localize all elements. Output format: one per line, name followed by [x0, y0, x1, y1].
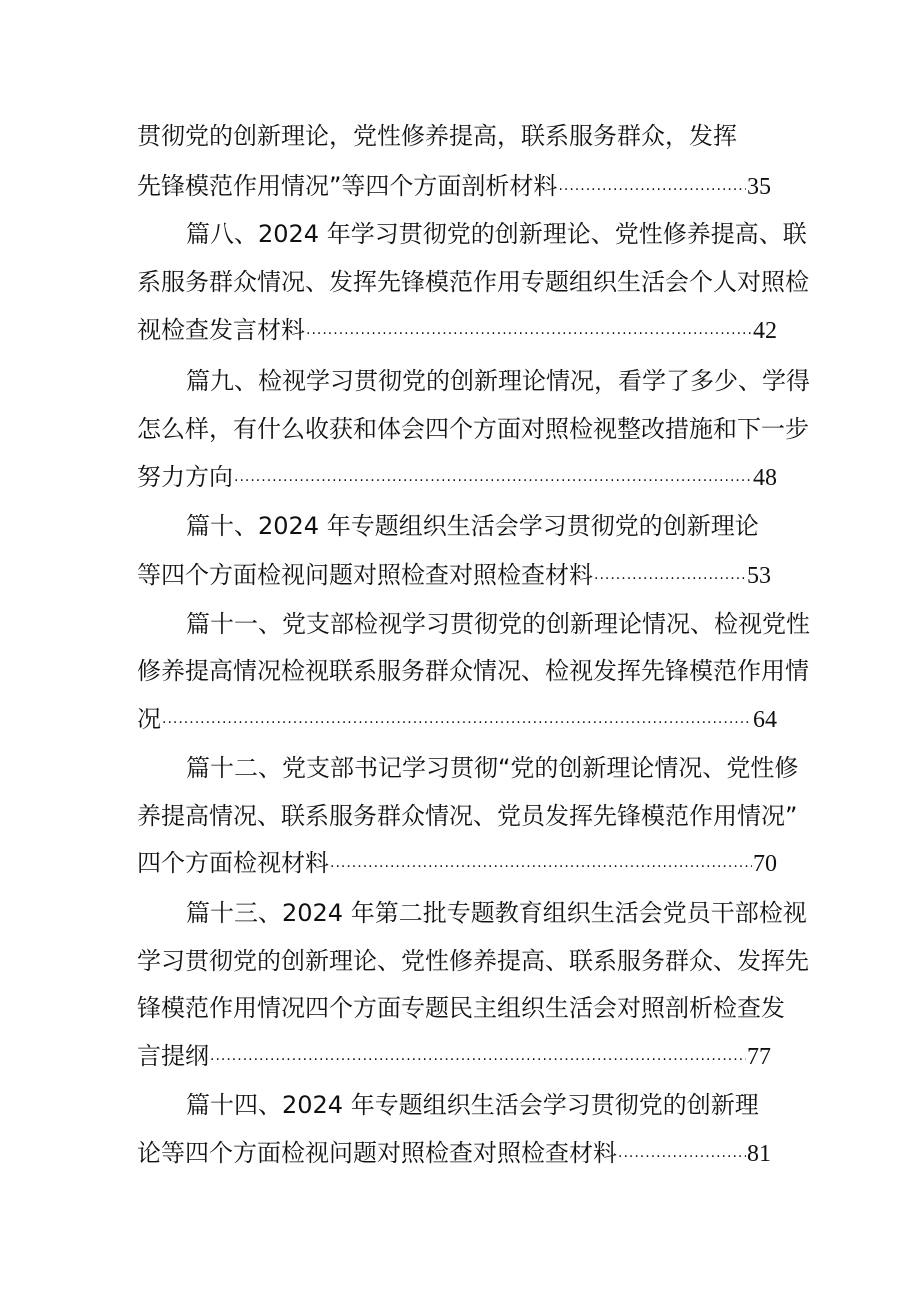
page-number: 77	[747, 1044, 771, 1070]
toc-entry-line: 篇十二、党支部书记学习贯彻“党的创新理论情况、党性修	[186, 754, 799, 782]
toc-entry-line: 篇十一、党支部检视学习贯彻党的创新理论情况、检视党性	[186, 610, 810, 638]
dot-leader	[618, 1133, 746, 1173]
toc-entry-line: 努力方向 ..... 48	[137, 457, 777, 497]
toc-entry-line: 系服务群众情况、发挥先锋模范作用专题组织生活会个人对照检	[137, 268, 809, 296]
dot-leader	[558, 166, 746, 206]
page-number: 48	[753, 465, 777, 491]
toc-entry-line: 论等四个方面检视问题对照检查对照检查材料 ..... 81	[137, 1133, 771, 1173]
dot-leader	[210, 1036, 746, 1076]
dot-leader	[594, 555, 746, 595]
dot-leader	[234, 457, 752, 497]
toc-entry-line: 篇十四、2024 年专题组织生活会学习贯彻党的创新理	[186, 1091, 759, 1119]
toc-entry-line: 先锋模范作用情况”等四个方面剖析材料 ..... 35	[137, 166, 771, 206]
toc-entry-line: 等四个方面检视问题对照检查对照检查材料 ..... 53	[137, 555, 771, 595]
toc-entry-line: 篇九、检视学习贯彻党的创新理论情况，看学了多少、学得	[186, 367, 810, 395]
toc-entry-line: 篇八、2024 年学习贯彻党的创新理论、党性修养提高、联	[186, 220, 807, 248]
page-number: 53	[747, 563, 771, 589]
toc-entry-line: 养提高情况、联系服务群众情况、党员发挥先锋模范作用情况”	[137, 802, 798, 830]
toc-entry-line: 学习贯彻党的创新理论、党性修养提高、联系服务群众、发挥先	[137, 947, 809, 975]
toc-entry-line: 篇十三、2024 年第二批专题教育组织生活会党员干部检视	[186, 899, 807, 927]
toc-entry-line: 篇十、2024 年专题组织生活会学习贯彻党的创新理论	[186, 512, 759, 540]
page-number: 42	[753, 318, 777, 344]
dot-leader	[330, 843, 752, 883]
page-number: 70	[753, 851, 777, 877]
page-number: 35	[747, 174, 771, 200]
toc-entry-line: 锋模范作用情况四个方面专题民主组织生活会对照剖析检查发	[137, 994, 785, 1022]
toc-entry-line: 言提纲 ..... 77	[137, 1036, 771, 1076]
dot-leader	[306, 310, 752, 350]
toc-entry-line: 视检查发言材料 ..... 42	[137, 310, 777, 350]
page-number: 81	[747, 1141, 771, 1167]
toc-entry-line: 四个方面检视材料 ..... 70	[137, 843, 777, 883]
toc-entry-line: 贯彻党的创新理论，党性修养提高，联系服务群众，发挥	[137, 122, 737, 150]
toc-entry-line: 修养提高情况检视联系服务群众情况、检视发挥先锋模范作用情	[137, 657, 809, 685]
page-number: 64	[753, 707, 777, 733]
toc-entry-line: 况 ..... 64	[137, 699, 777, 739]
toc-entry-line: 怎么样，有什么收获和体会四个方面对照检视整改措施和下一步	[137, 415, 809, 443]
dot-leader	[162, 699, 752, 739]
